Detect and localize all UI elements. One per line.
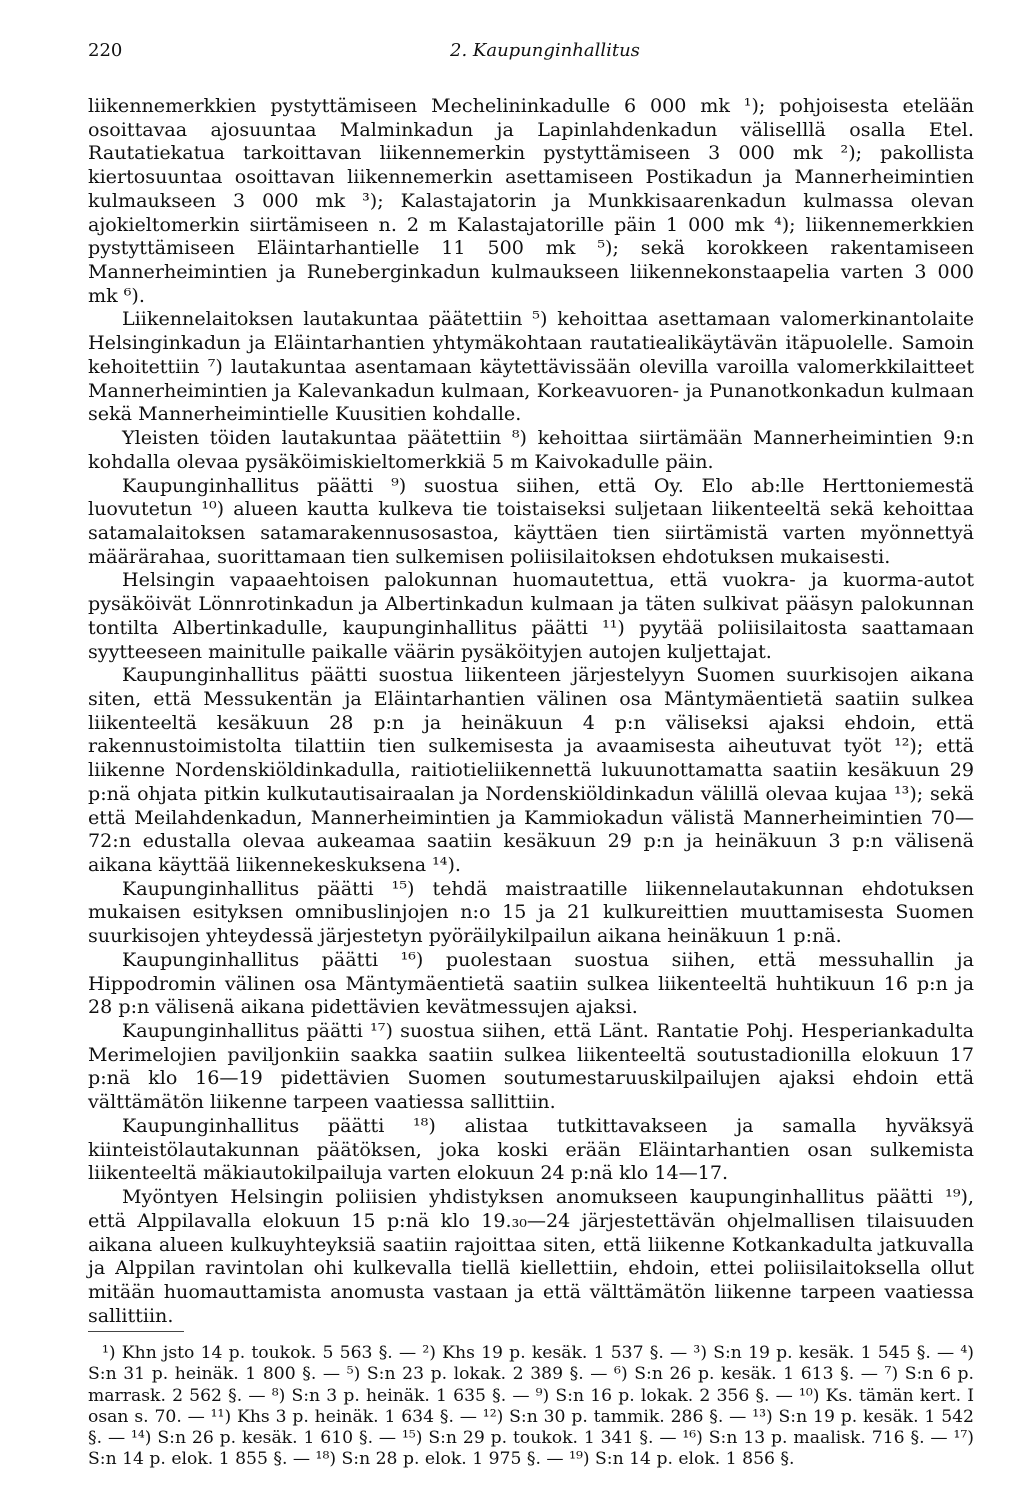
paragraph: liikennemerkkien pystyttämiseen Mechelininkadulle 6 000 mk ¹); pohjoisesta etelään osoittavaa ajosuuntaa Malminkadun ja Lapinlahdenkadun väliselllä osalla Etel. Rautatiekatua tarkoittavan liikennemerkin pystyttämiseen 3 000 mk ²); pakollista kiertosuuntaa osoittavan liikennemerkin asettamiseen Postikadun ja Mannerheimintien kulmaukseen 3 000 mk ³); Kalastajatorin ja Munkkisaarenkadun kulmassa olevan ajokieltomerkin siirtämiseen n. 2 m Kalastajatorille päin 1 000 mk ⁴); liikennemerkkien pystyttämiseen Eläintarhantielle 11 500 mk ⁵); sekä korokkeen rakentamiseen Mannerheimintien ja Runeberginkadun kulmaukseen liikennekonstaapelia varten 3 000 mk ⁶). [88, 94, 974, 307]
footnote-text: ¹) Khn jsto 14 p. toukok. 5 563 §. — ²) Khs 19 p. kesäk. 1 537 §. — ³) S:n 19 p. kesäk. 1 545 §. — ⁴) S:n 31 p. heinäk. 1 800 §. — ⁵) S:n 23 p. lokak. 2 389 §. — ⁶) S:n 26 p. kesäk. 1 613 §. — ⁷) S:n 6 p. marrask. 2 562 §. — ⁸) S:n 3 p. heinäk. 1 635 §. — ⁹) S:n 16 p. lokak. 2 356 §. — ¹⁰) Ks. tämän kert. I osan s. 70. — ¹¹) Khs 3 p. heinäk. 1 634 §. — ¹²) S:n 30 p. tammik. 286 §. — ¹³) S:n 19 p. kesäk. 1 542 §. — ¹⁴) S:n 26 p. kesäk. 1 610 §. — ¹⁵) S:n 29 p. toukok. 1 341 §. — ¹⁶) S:n 13 p. maalisk. 716 §. — ¹⁷) S:n 14 p. elok. 1 855 §. — ¹⁸) S:n 28 p. elok. 1 975 §. — ¹⁹) S:n 14 p. elok. 1 856 §. [88, 1343, 974, 1470]
footnotes [88, 1343, 974, 1471]
paragraph: Kaupunginhallitus päätti ¹⁶) puolestaan suostua siihen, että messuhallin ja Hippodromin välinen osa Mäntymäentietä saatiin sulkea liikenteeltä huhtikuun 16 p:n ja 28 p:n välisenä aikana pidettävien kevätmessujen ajaksi. [88, 947, 974, 1019]
running-title: 2. Kaupunginhallitus [450, 40, 640, 61]
paragraph: Kaupunginhallitus päätti ¹⁷) suostua siihen, että Länt. Rantatie Pohj. Hesperiankadulta Merimelojien paviljonkiin saakka saatiin sulkea liikenteeltä soutustadionilla elokuun 17 p:nä klo 16—19 pidettävien Suomen soutumestaruuskilpailujen ajaksi ehdoin että välttämätön liikenne tarpeen vaatiessa sallittiin. [88, 1019, 974, 1114]
page-number: 220 [88, 40, 123, 61]
paragraph: Liikennelaitoksen lautakuntaa päätettiin ⁵) kehoittaa asettamaan valomerkinantolaite Helsinginkadun ja Eläintarhantien yhtymäkohtaan rautatiealikäytävän itäpuolelle. Samoin kehoitettiin ⁷) lautakuntaa asentamaan käytettävissään olevilla varoilla valomerkkilaitteet Mannerheimintien ja Kalevankadun kulmaan, Korkeavuoren- ja Punanotkonkadun kulmaan sekä Mannerheimintielle Kuusitien kohdalle. [88, 307, 974, 426]
paragraph: Kaupunginhallitus päätti ¹⁸) alistaa tutkittavakseen ja samalla hyväksyä kiinteistölautakunnan päätöksen, joka koski erään Eläintarhantien osan sulkemista liikenteeltä mäkiautokilpailuja varten elokuun 24 p:nä klo 14—17. [88, 1113, 974, 1185]
page-header [88, 40, 960, 80]
paragraph: Kaupunginhallitus päätti ⁹) suostua siihen, että Oy. Elo ab:lle Herttoniemestä luovutetun ¹⁰) alueen kautta kulkeva tie toistaiseksi suljetaan liikenteeltä sekä kehoittaa satamalaitoksen satamarakennusosastoa, käyttäen tien siirtämistä varten myönnettyä määrärahaa, suorittamaan tien sulkemisen poliisilaitoksen ehdotuksen mukaisesti. [88, 473, 974, 568]
paragraph: Helsingin vapaaehtoisen palokunnan huomautettua, että vuokra- ja kuorma-autot pysäköivät Lönnrotinkadun ja Albertinkadun kulmaan ja täten sulkivat pääsyn palokunnan tontilta Albertinkadulle, kaupunginhallitus päätti ¹¹) pyytää poliisilaitosta saattamaan syytteeseen mainitulle paikalle väärin pysäköityjen autojen kuljettajat. [88, 568, 974, 663]
paragraph: Kaupunginhallitus päätti ¹⁵) tehdä maistraatille liikennelautakunnan ehdotuksen mukaisen esityksen omnibuslinjojen n:o 15 ja 21 kulkureittien muuttamisesta Suomen suurkisojen yhteydessä järjestetyn pyöräilykilpailun aikana heinäkuun 1 p:nä. [88, 876, 974, 948]
footnote-rule [88, 1331, 184, 1332]
paragraph: Kaupunginhallitus päätti suostua liikenteen järjestelyyn Suomen suurkisojen aikana siten, että Messukentän ja Eläintarhantien välinen osa Mäntymäentietä saatiin sulkea liikenteeltä kesäkuun 28 p:n ja heinäkuun 4 p:n väliseksi ajaksi ehdoin, että rakennustoimistolta tilattiin tien sulkemisesta ja avaamisesta aiheutuvat työt ¹²); että liikenne Nordenskiöldinkadulla, raitiotieliikennettä lukuunottamatta saatiin kesäkuun 29 p:nä ohjata pitkin kulkutautisairaalan ja Nordenskiöldinkadun välillä olevaa kujaa ¹³); sekä että Meilahdenkadun, Mannerheimintien ja Kammiokadun välistä Mannerheimintien 70—72:n edustalla olevaa aukeamaa saatiin kesäkuun 29 p:n ja heinäkuun 3 p:n välisenä aikana käyttää liikennekeskuksena ¹⁴). [88, 663, 974, 876]
paragraph: Myöntyen Helsingin poliisien yhdistyksen anomukseen kaupunginhallitus päätti ¹⁹), että Alppilavalla elokuun 15 p:nä klo 19.₃₀—24 järjestettävän ohjelmallisen tilaisuuden aikana alueen kulkuyhteyksiä saatiin rajoittaa siten, että liikenne Kotkankadulta jatkuvalla ja Alppilan ravintolan ohi kulkevalla tiellä kiellettiin, ehdoin, ettei poliisilaitoksella ollut mitään huomauttamista anomusta vastaan ja että välttämätön liikenne tarpeen vaatiessa sallittiin. [88, 1185, 974, 1327]
paragraph: Yleisten töiden lautakuntaa päätettiin ⁸) kehoittaa siirtämään Mannerheimintien 9:n kohdalla olevaa pysäköimiskieltomerkkiä 5 m Kaivokadulle päin. [88, 426, 974, 473]
body-text [88, 94, 974, 1327]
